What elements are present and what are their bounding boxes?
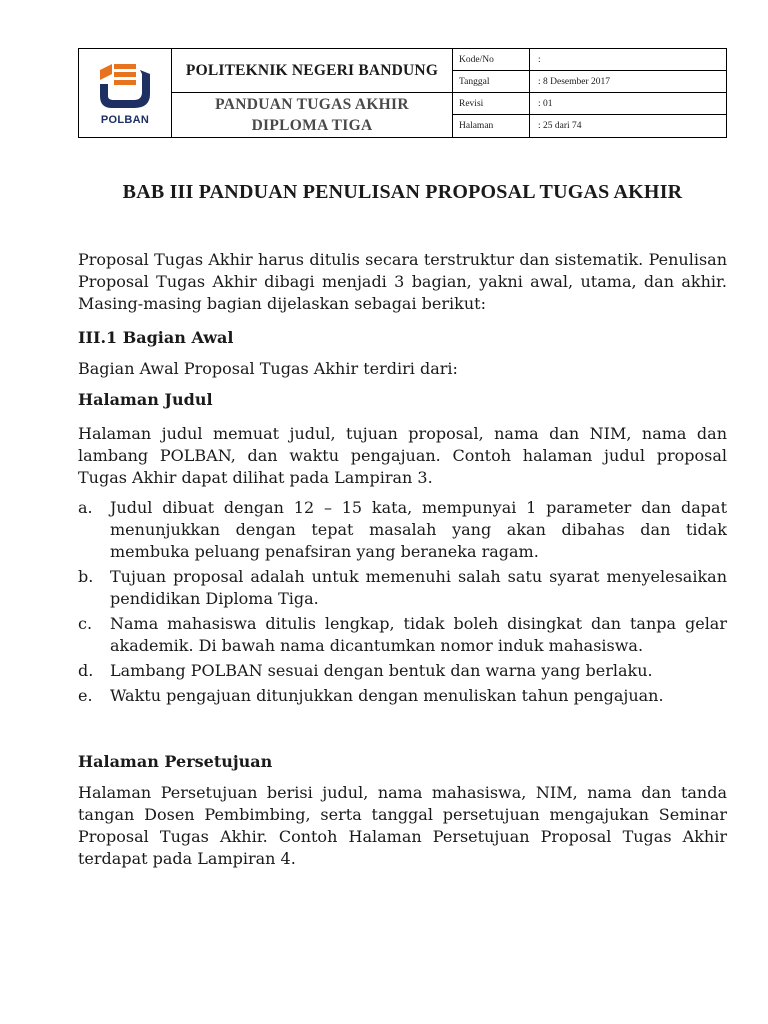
list-marker: d. bbox=[78, 661, 94, 680]
section-heading: III.1 Bagian Awal bbox=[78, 328, 234, 347]
list-marker: a. bbox=[78, 498, 93, 517]
meta-value-revisi: : 01 bbox=[530, 93, 727, 115]
list-marker: c. bbox=[78, 614, 93, 633]
list-item bbox=[78, 685, 727, 707]
logo-cell bbox=[79, 49, 172, 138]
subheading-halaman-persetujuan: Halaman Persetujuan bbox=[78, 752, 273, 771]
list-marker: b. bbox=[78, 567, 94, 586]
meta-value-halaman: : 25 dari 74 bbox=[530, 115, 727, 138]
meta-value-kode: : bbox=[530, 49, 727, 71]
halaman-judul-list bbox=[78, 497, 727, 710]
document-title bbox=[172, 93, 453, 138]
meta-key-tanggal: Tanggal bbox=[453, 71, 530, 93]
list-text: Judul dibuat dengan 12 – 15 kata, mempunyai 1 parameter dan dapat menunjukkan dengan tepat masalah yang akan dibahas dan tidak membuka peluang penafsiran yang beraneka ragam. bbox=[110, 498, 727, 561]
meta-value-tanggal: : 8 Desember 2017 bbox=[530, 71, 727, 93]
list-text: Lambang POLBAN sesuai dengan bentuk dan warna yang berlaku. bbox=[110, 661, 653, 680]
intro-paragraph: Proposal Tugas Akhir harus ditulis secara terstruktur dan sistematik. Penulisan Proposal Tugas Akhir dibagi menjadi 3 bagian, yakni awal, utama, dan akhir. Masing-masing bagian dijelaskan sebagai berikut: bbox=[78, 250, 727, 313]
section-intro: Bagian Awal Proposal Tugas Akhir terdiri dari: bbox=[78, 359, 458, 378]
polban-logo-icon bbox=[96, 60, 154, 112]
logo-text: POLBAN bbox=[100, 114, 150, 126]
halaman-persetujuan-paragraph: Halaman Persetujuan berisi judul, nama mahasiswa, NIM, nama dan tanda tangan Dosen Pembimbing, serta tanggal persetujuan mengajukan Seminar Proposal Tugas Akhir. Contoh Halaman Persetujuan Proposal Tugas Akhir terdapat pada Lampiran 4. bbox=[78, 783, 727, 868]
list-text: Waktu pengajuan ditunjukkan dengan menuliskan tahun pengajuan. bbox=[110, 686, 664, 705]
meta-key-revisi: Revisi bbox=[453, 93, 530, 115]
list-text: Tujuan proposal adalah untuk memenuhi salah satu syarat menyelesaikan pendidikan Diploma Tiga. bbox=[110, 567, 727, 608]
institution-name: POLITEKNIK NEGERI BANDUNG bbox=[172, 49, 453, 93]
document-title-line1: PANDUAN TUGAS AKHIR bbox=[215, 96, 409, 113]
list-text: Nama mahasiswa ditulis lengkap, tidak boleh disingkat dan tanpa gelar akademik. Di bawah nama dicantumkan nomor induk mahasiswa. bbox=[110, 614, 727, 655]
halaman-judul-paragraph: Halaman judul memuat judul, tujuan proposal, nama dan NIM, nama dan lambang POLBAN, dan waktu pengajuan. Contoh halaman judul proposal Tugas Akhir dapat dilihat pada Lampiran 3. bbox=[78, 424, 727, 487]
list-item bbox=[78, 497, 727, 563]
meta-key-kode: Kode/No bbox=[453, 49, 530, 71]
list-item bbox=[78, 566, 727, 610]
list-marker: e. bbox=[78, 686, 93, 705]
list-item bbox=[78, 660, 727, 682]
meta-key-halaman: Halaman bbox=[453, 115, 530, 138]
document-title-line2: DIPLOMA TIGA bbox=[251, 117, 373, 134]
chapter-title: BAB III PANDUAN PENULISAN PROPOSAL TUGAS AKHIR bbox=[122, 181, 683, 203]
subheading-halaman-judul: Halaman Judul bbox=[78, 390, 213, 409]
document-header bbox=[78, 48, 727, 138]
list-item bbox=[78, 613, 727, 657]
